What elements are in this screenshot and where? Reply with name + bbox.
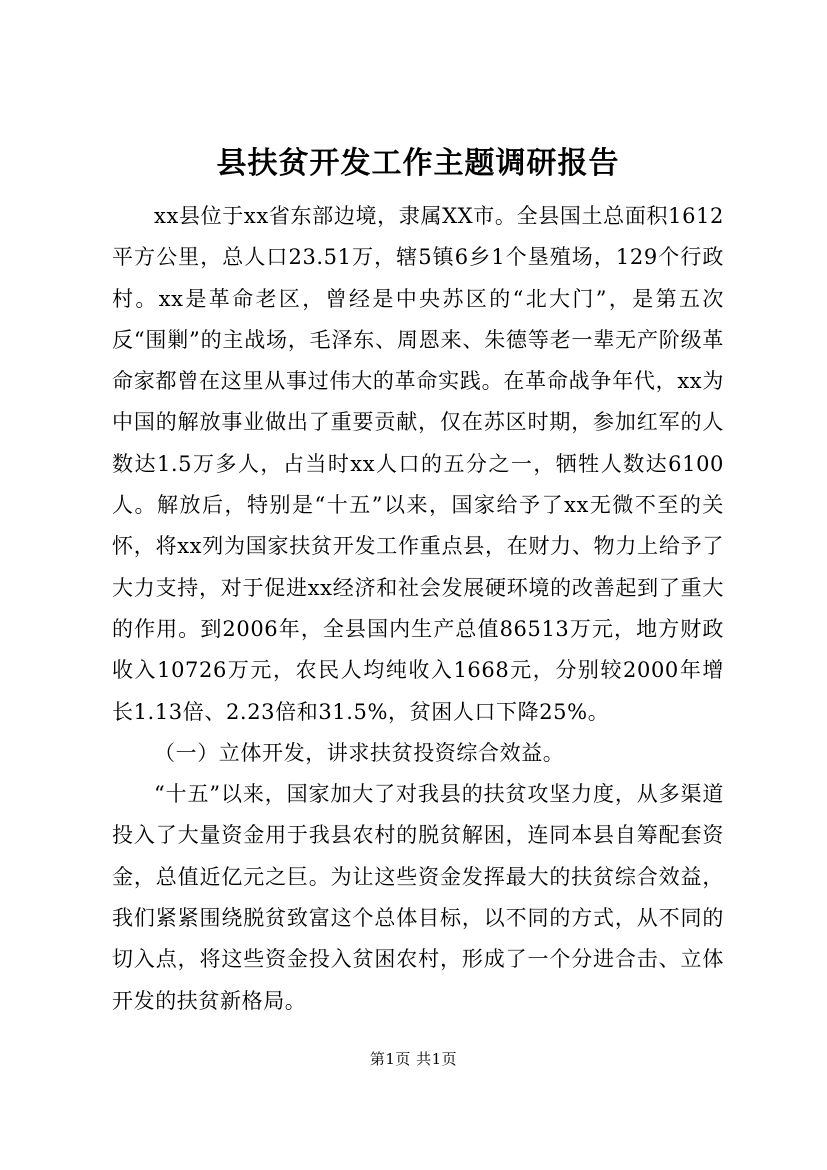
paragraph-intro: xx县位于xx省东部边境，隶属XX市。全县国土总面积1612平方公里，总人口23.51万，辖5镇6乡1个垦殖场，129个行政村。xx是革命老区，曾经是中央苏区的“北大门”，是第五次反“围剿”的主战场，毛泽东、周恩来、朱德等老一辈无产阶级革命家都曾在这里从事过伟大的革命实践。在革命战争年代，xx为中国的解放事业做出了重要贡献，仅在苏区时期，参加红军的人数达1.5万多人，占当时xx人口的五分之一，牺牲人数达6100人。解放后，特别是“十五”以来，国家给予了xx无微不至的关怀，将xx列为国家扶贫开发工作重点县，在财力、物力上给予了大力支持，对于促进xx经济和社会发展硬环境的改善起到了重大的作用。到2006年，全县国内生产总值86513万元，地方财政收入10726万元，农民人均纯收入1668元，分别较2000年增长1.13倍、2.23倍和31.5%，贫困人口下降25%。 xyxy=(112,204,724,724)
page-footer: 第1页 共1页 xyxy=(369,1050,458,1068)
paragraph-development: “十五”以来，国家加大了对我县的扶贫攻坚力度，从多渠道投入了大量资金用于我县农村的脱贫解困，连同本县自筹配套资金，总值近亿元之巨。为让这些资金发挥最大的扶贫综合效益，我们紧紧围绕脱贫致富这个总体目标，以不同的方式，从不同的切入点，将这些资金投入贫困农村，形成了一个分进合击、立体开发的扶贫新格局。 xyxy=(112,782,724,1013)
document-body xyxy=(112,196,724,1022)
document-title: 县扶贫开发工作主题调研报告 xyxy=(216,146,620,181)
paragraph-section-heading: （一）立体开发，讲求扶贫投资综合效益。 xyxy=(154,740,565,765)
